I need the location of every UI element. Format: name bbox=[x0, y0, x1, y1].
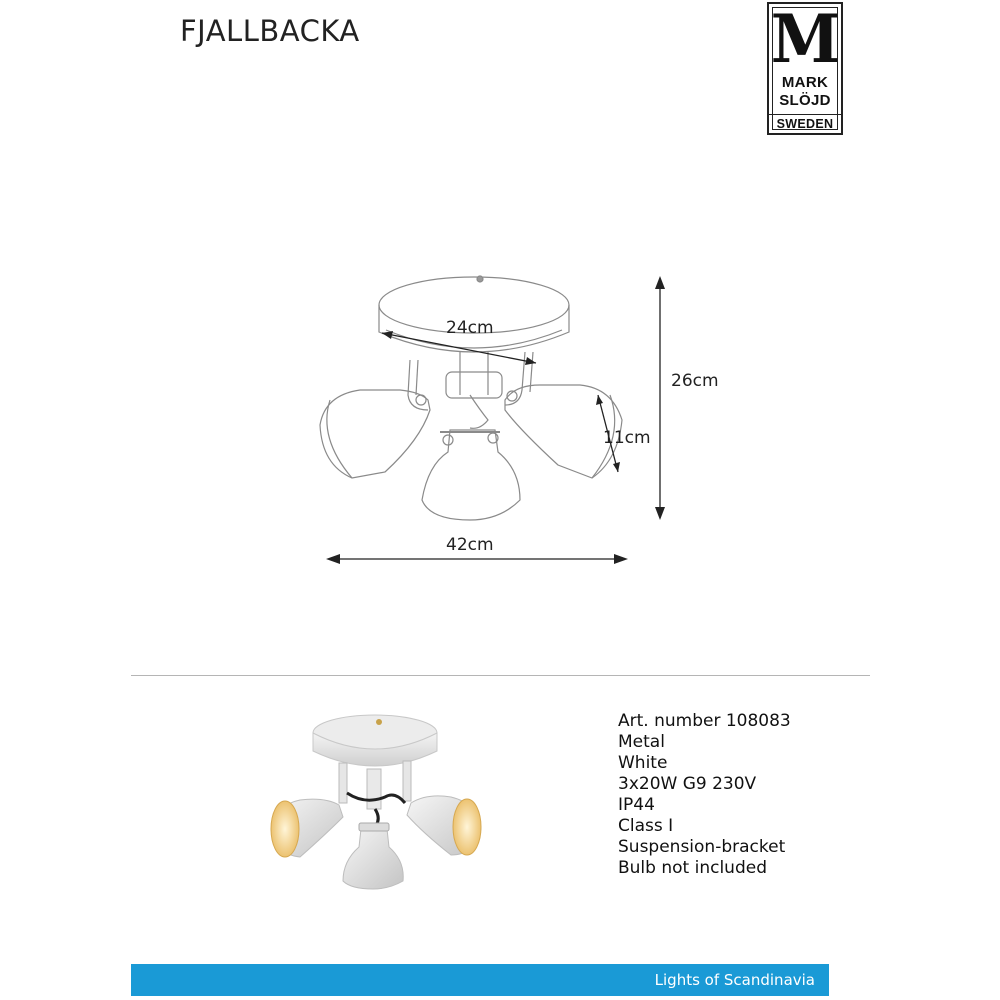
spec-mounting: Suspension-bracket bbox=[618, 837, 786, 857]
spec-article-number: Art. number 108083 bbox=[618, 711, 791, 731]
dimension-diameter-label: 24cm bbox=[446, 318, 494, 338]
dimension-width-label: 42cm bbox=[446, 535, 494, 555]
spec-material: Metal bbox=[618, 732, 665, 752]
spec-ip-rating: IP44 bbox=[618, 795, 655, 815]
dimension-shade-label: 11cm bbox=[603, 428, 651, 448]
dimension-height-label: 26cm bbox=[671, 371, 719, 391]
section-divider bbox=[131, 675, 870, 676]
product-title: FJALLBACKA bbox=[180, 14, 360, 48]
specifications-list bbox=[618, 711, 791, 879]
footer-band bbox=[131, 964, 829, 996]
logo-letter: M bbox=[770, 0, 841, 78]
spec-bulb-note: Bulb not included bbox=[618, 858, 767, 878]
logo-line-3: SWEDEN bbox=[769, 114, 841, 132]
spec-power: 3x20W G9 230V bbox=[618, 774, 757, 794]
spec-class: Class I bbox=[618, 816, 674, 836]
footer-tagline: Lights of Scandinavia bbox=[654, 971, 815, 989]
logo-line-1: MARK bbox=[781, 74, 829, 91]
spec-color: White bbox=[618, 753, 668, 773]
product-photo bbox=[255, 705, 495, 895]
logo-line-2: SLÖJD bbox=[779, 92, 831, 109]
